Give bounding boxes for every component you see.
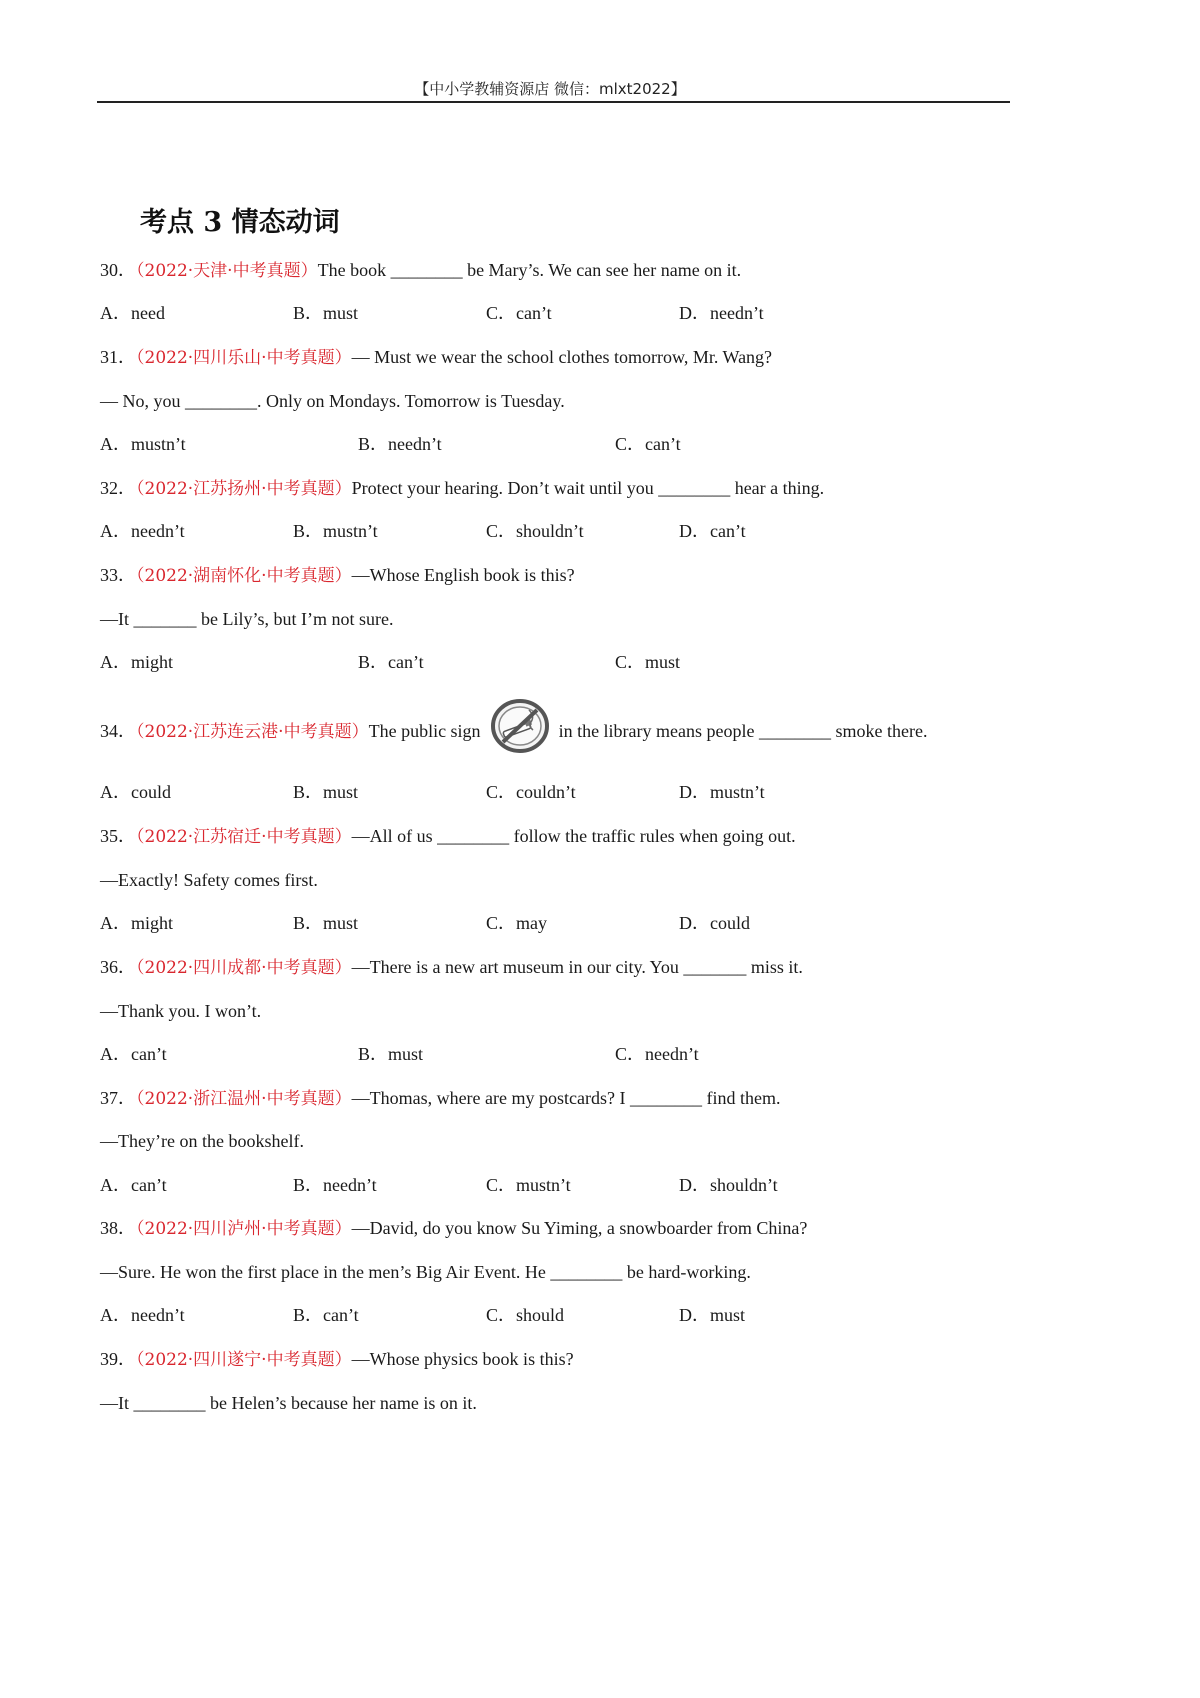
question-33-line2: —It _______ be Lily’s, but I’m not sure. (100, 609, 394, 629)
option-d: D．shouldn’t (679, 1175, 778, 1195)
no-smoking-sign-icon (489, 698, 551, 754)
option-c: C．must (615, 652, 681, 672)
question-38-stem (100, 1213, 1040, 1243)
header-rule (97, 101, 1010, 103)
option-b: B．can’t (358, 652, 424, 672)
question-number: 33． (100, 565, 136, 585)
option-c: C．mustn’t (486, 1175, 571, 1195)
question-source: （2022·江苏扬州·中考真题） (136, 479, 352, 499)
question-source: （2022·四川成都·中考真题） (136, 958, 352, 978)
question-37-options (100, 1170, 1040, 1200)
question-37-stem (100, 1083, 1040, 1113)
question-number: 30． (100, 260, 136, 280)
option-d: D．needn’t (679, 303, 764, 323)
question-34-options (100, 777, 1040, 807)
question-number: 34． (100, 721, 136, 742)
question-number: 32． (100, 478, 136, 498)
option-a: A．can’t (100, 1044, 167, 1064)
option-c: C．may (486, 913, 547, 933)
option-c: C．shouldn’t (486, 521, 584, 541)
question-33-stem (100, 560, 1040, 590)
option-b: B．can’t (293, 1305, 359, 1325)
page-header: 【中小学教辅资源店 微信：mlxt2022】 (414, 80, 686, 98)
question-36-stem (100, 952, 1040, 982)
question-38-line2: —Sure. He won the first place in the men’s Big Air Event. He ________ be hard-working. (100, 1262, 751, 1282)
option-a: A．might (100, 652, 174, 672)
option-d: D．could (679, 913, 750, 933)
question-number: 35． (100, 826, 136, 846)
question-number: 36． (100, 957, 136, 977)
question-source: （2022·四川泸州·中考真题） (136, 1219, 352, 1239)
question-source: （2022·江苏宿迁·中考真题） (136, 827, 352, 847)
question-35-line2: —Exactly! Safety comes first. (100, 870, 318, 890)
option-d: D．must (679, 1305, 746, 1325)
option-b: B．needn’t (293, 1175, 377, 1195)
question-31-stem (100, 342, 1040, 372)
question-39-stem (100, 1344, 1040, 1374)
question-37-line2: —They’re on the bookshelf. (100, 1131, 304, 1151)
question-text: The book ________ be Mary’s. We can see her name on it. (317, 260, 742, 280)
question-number: 31． (100, 347, 136, 367)
question-31-options (100, 429, 1040, 459)
question-text: — Must we wear the school clothes tomorrow, Mr. Wang? (351, 347, 773, 367)
question-text: —Thomas, where are my postcards? I ________ find them. (351, 1088, 781, 1108)
question-text: Protect your hearing. Don’t wait until you ________ hear a thing. (351, 478, 825, 498)
question-32-stem (100, 473, 1040, 503)
option-b: B．needn’t (358, 434, 442, 454)
option-a: A．needn’t (100, 1305, 185, 1325)
option-c: C．can’t (615, 434, 681, 454)
question-text: —All of us ________ follow the traffic rules when going out. (351, 826, 796, 846)
question-source: （2022·湖南怀化·中考真题） (136, 566, 352, 586)
question-35-options (100, 908, 1040, 938)
question-number: 38． (100, 1218, 136, 1238)
question-source: （2022·浙江温州·中考真题） (136, 1089, 352, 1109)
question-source: （2022·江苏连云港·中考真题） (136, 722, 369, 743)
option-b: B．must (293, 913, 359, 933)
question-text: —Whose English book is this? (351, 565, 575, 585)
question-35-stem (100, 821, 1040, 851)
question-source: （2022·天津·中考真题） (136, 261, 318, 281)
question-text-after: in the library means people ________ smoke there. (558, 721, 928, 742)
question-number: 39． (100, 1349, 136, 1369)
option-b: B．must (293, 782, 359, 802)
option-c: C．can’t (486, 303, 552, 323)
option-a: A．could (100, 782, 171, 802)
question-source: （2022·四川乐山·中考真题） (136, 348, 352, 368)
question-text: —David, do you know Su Yiming, a snowboarder from China? (351, 1218, 808, 1238)
question-32-options (100, 516, 1040, 546)
option-c: C．should (486, 1305, 565, 1325)
option-a: A．can’t (100, 1175, 167, 1195)
question-33-options (100, 647, 1040, 677)
option-a: A．might (100, 913, 174, 933)
option-b: B．mustn’t (293, 521, 378, 541)
option-d: D．mustn’t (679, 782, 765, 802)
question-number: 37． (100, 1088, 136, 1108)
option-b: B．must (293, 303, 359, 323)
section-title: 考点 3 情态动词 (140, 207, 340, 238)
question-39-line2: —It ________ be Helen’s because her name is on it. (100, 1393, 477, 1413)
question-34-stem (100, 712, 1040, 742)
question-36-line2: —Thank you. I won’t. (100, 1001, 262, 1021)
question-38-options (100, 1300, 1040, 1330)
option-a: A．mustn’t (100, 434, 186, 454)
question-source: （2022·四川遂宁·中考真题） (136, 1350, 352, 1370)
question-36-options (100, 1039, 1040, 1069)
option-c: C．couldn’t (486, 782, 576, 802)
option-b: B．must (358, 1044, 424, 1064)
question-31-line2: — No, you ________. Only on Mondays. Tomorrow is Tuesday. (100, 391, 565, 411)
option-d: D．can’t (679, 521, 746, 541)
question-30-stem (100, 255, 1040, 285)
option-a: A．need (100, 303, 165, 323)
option-a: A．needn’t (100, 521, 185, 541)
option-c: C．needn’t (615, 1044, 699, 1064)
question-text: —Whose physics book is this? (351, 1349, 574, 1369)
question-30-options (100, 298, 1040, 328)
question-text: The public sign (368, 721, 481, 742)
question-text: —There is a new art museum in our city. You _______ miss it. (351, 957, 803, 977)
